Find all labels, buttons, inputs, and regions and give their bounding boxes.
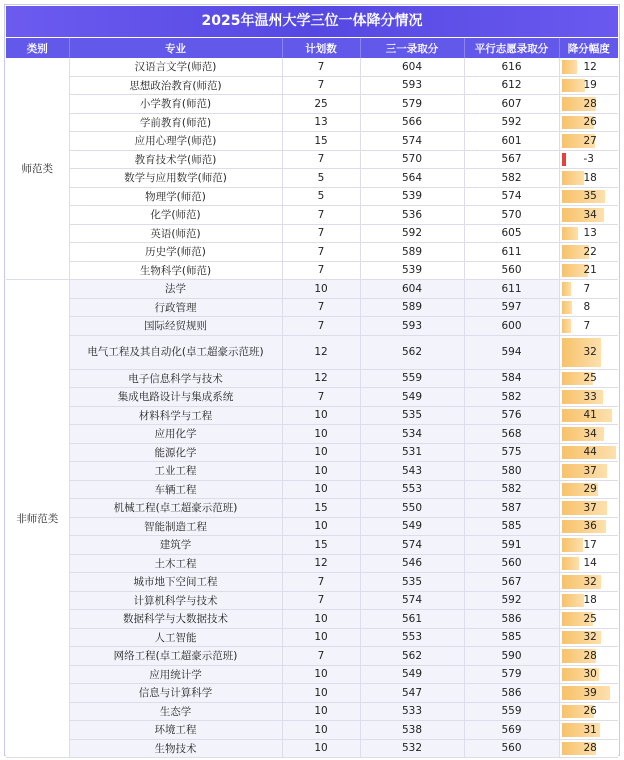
table-row [6,369,618,388]
score1-cell: 579 [360,95,464,114]
major-cell: 集成电路设计与集成系统 [69,388,282,407]
major-cell: 工业工程 [69,462,282,481]
score1-cell: 539 [360,261,464,280]
plan-cell: 10 [282,610,360,629]
major-cell: 思想政治教育(师范) [69,76,282,95]
plan-cell: 10 [282,665,360,684]
drop-value: 27 [583,134,597,147]
score2-cell: 591 [464,536,559,555]
score2-cell: 585 [464,517,559,536]
drop-cell [559,224,618,243]
drop-value: 28 [583,97,597,110]
plan-cell: 12 [282,369,360,388]
score2-cell: 616 [464,58,559,76]
drop-cell [559,76,618,95]
header-category: 类别 [6,38,69,58]
drop-cell [559,647,618,666]
plan-cell: 15 [282,536,360,555]
drop-value: 14 [583,557,597,570]
table-row [6,280,618,299]
drop-cell [559,628,618,647]
drop-cell [559,554,618,573]
header-score1: 三一录取分 [360,38,464,58]
plan-cell: 12 [282,554,360,573]
table-row [6,591,618,610]
score1-cell: 546 [360,554,464,573]
drop-value: 28 [583,742,597,755]
drop-value: 12 [583,60,597,73]
drop-value: 33 [583,390,597,403]
drop-value: 21 [583,264,597,277]
major-cell: 土木工程 [69,554,282,573]
table-row [6,499,618,518]
major-cell: 教育技术学(师范) [69,150,282,169]
score2-cell: 601 [464,132,559,151]
score2-cell: 567 [464,573,559,592]
plan-cell: 15 [282,132,360,151]
score1-cell: 534 [360,425,464,444]
table-row [6,702,618,721]
drop-value: 25 [583,612,597,625]
drop-value: 26 [583,116,597,129]
table-row [6,739,618,758]
drop-value: 31 [583,723,597,736]
score2-cell: 579 [464,665,559,684]
drop-value: 30 [583,668,597,681]
drop-cell [559,298,618,317]
score2-cell: 569 [464,721,559,740]
score1-cell: 531 [360,443,464,462]
plan-cell: 7 [282,591,360,610]
drop-value: 39 [583,686,597,699]
drop-cell [559,462,618,481]
major-cell: 车辆工程 [69,480,282,499]
score2-cell: 607 [464,95,559,114]
table-row [6,113,618,132]
drop-cell [559,573,618,592]
drop-cell [559,739,618,758]
drop-value: 34 [583,427,597,440]
score2-cell: 592 [464,591,559,610]
score2-cell: 597 [464,298,559,317]
score2-cell: 585 [464,628,559,647]
drop-value: 7 [583,282,591,295]
drop-cell [559,702,618,721]
plan-cell: 7 [282,573,360,592]
table-row [6,169,618,188]
drop-value: 35 [583,190,597,203]
drop-value: 17 [583,538,597,551]
major-cell: 物理学(师范) [69,187,282,206]
major-cell: 汉语言文学(师范) [69,58,282,76]
plan-cell: 12 [282,335,360,369]
drop-cell [559,335,618,369]
drop-cell [559,536,618,555]
drop-cell [559,425,618,444]
score1-cell: 604 [360,58,464,76]
table-row [6,132,618,151]
drop-value: 19 [583,79,597,92]
plan-cell: 7 [282,261,360,280]
table-row [6,462,618,481]
score1-cell: 550 [360,499,464,518]
score1-cell: 536 [360,206,464,225]
score2-cell: 594 [464,335,559,369]
drop-cell [559,665,618,684]
plan-cell: 10 [282,425,360,444]
plan-cell: 10 [282,721,360,740]
plan-cell: 7 [282,224,360,243]
major-cell: 应用心理学(师范) [69,132,282,151]
table-row [6,406,618,425]
major-cell: 机械工程(卓工超豪示范班) [69,499,282,518]
plan-cell: 10 [282,684,360,703]
major-cell: 信息与计算科学 [69,684,282,703]
drop-cell [559,499,618,518]
plan-cell: 5 [282,187,360,206]
drop-value: 28 [583,649,597,662]
score1-cell: 543 [360,462,464,481]
drop-cell [559,684,618,703]
drop-cell [559,443,618,462]
plan-cell: 25 [282,95,360,114]
score2-cell: 559 [464,702,559,721]
plan-cell: 5 [282,169,360,188]
score2-cell: 605 [464,224,559,243]
table-body [6,58,618,758]
drop-cell [559,369,618,388]
drop-cell [559,169,618,188]
score2-cell: 570 [464,206,559,225]
drop-cell [559,132,618,151]
major-cell: 计算机科学与技术 [69,591,282,610]
score2-cell: 586 [464,684,559,703]
major-cell: 化学(师范) [69,206,282,225]
score1-cell: 589 [360,298,464,317]
drop-cell [559,58,618,76]
table-row [6,95,618,114]
plan-cell: 7 [282,647,360,666]
major-cell: 应用统计学 [69,665,282,684]
plan-cell: 7 [282,58,360,76]
drop-cell [559,721,618,740]
table-row [6,647,618,666]
drop-value: 13 [583,227,597,240]
major-cell: 环境工程 [69,721,282,740]
major-cell: 应用化学 [69,425,282,444]
header-plan: 计划数 [282,38,360,58]
table-row [6,573,618,592]
score1-cell: 593 [360,317,464,336]
major-cell: 城市地下空间工程 [69,573,282,592]
major-cell: 生物科学(师范) [69,261,282,280]
score1-cell: 574 [360,132,464,151]
drop-value: 25 [583,372,597,385]
drop-value: 18 [583,594,597,607]
major-cell: 行政管理 [69,298,282,317]
drop-cell [559,150,618,169]
table-row [6,187,618,206]
score2-cell: 611 [464,243,559,262]
drop-value: 26 [583,705,597,718]
major-cell: 电子信息科学与技术 [69,369,282,388]
plan-cell: 15 [282,499,360,518]
table-row [6,298,618,317]
table-row [6,261,618,280]
score2-cell: 582 [464,480,559,499]
table-row [6,243,618,262]
score1-cell: 549 [360,388,464,407]
plan-cell: 10 [282,702,360,721]
score1-cell: 574 [360,591,464,610]
table-row [6,480,618,499]
plan-cell: 10 [282,628,360,647]
drop-cell [559,388,618,407]
score1-cell: 570 [360,150,464,169]
drop-cell [559,610,618,629]
major-cell: 法学 [69,280,282,299]
drop-cell [559,480,618,499]
score2-cell: 574 [464,187,559,206]
plan-cell: 10 [282,517,360,536]
score2-cell: 584 [464,369,559,388]
drop-value: 41 [583,409,597,422]
major-cell: 数学与应用数学(师范) [69,169,282,188]
score2-cell: 560 [464,739,559,758]
drop-cell [559,591,618,610]
score2-cell: 592 [464,113,559,132]
table-row [6,224,618,243]
score2-cell: 590 [464,647,559,666]
score1-cell: 564 [360,169,464,188]
drop-value: 32 [583,631,597,644]
drop-value: 8 [583,301,591,314]
drop-value: 22 [583,245,597,258]
score2-cell: 587 [464,499,559,518]
score1-cell: 592 [360,224,464,243]
plan-cell: 10 [282,406,360,425]
plan-cell: 10 [282,462,360,481]
score1-cell: 604 [360,280,464,299]
major-cell: 能源化学 [69,443,282,462]
drop-value: 44 [583,446,597,459]
drop-cell [559,280,618,299]
major-cell: 建筑学 [69,536,282,555]
score1-cell: 547 [360,684,464,703]
plan-cell: 7 [282,317,360,336]
plan-cell: 10 [282,739,360,758]
table-row [6,150,618,169]
plan-cell: 7 [282,388,360,407]
score2-cell: 576 [464,406,559,425]
major-cell: 材料科学与工程 [69,406,282,425]
drop-cell [559,261,618,280]
plan-cell: 7 [282,206,360,225]
header-major: 专业 [69,38,282,58]
score-table-card [4,4,620,756]
score2-cell: 612 [464,76,559,95]
score1-cell: 593 [360,76,464,95]
page-title: 2025年温州大学三位一体降分情况 [6,6,618,37]
drop-value: 37 [583,501,597,514]
score2-cell: 575 [464,443,559,462]
drop-value: 29 [583,483,597,496]
table-row [6,517,618,536]
table-row [6,206,618,225]
drop-value: 18 [583,171,597,184]
table-row [6,721,618,740]
score1-cell: 538 [360,721,464,740]
category-cell: 师范类 [6,58,69,280]
header-drop: 降分幅度 [559,38,618,58]
drop-value: 7 [583,319,591,332]
major-cell: 生态学 [69,702,282,721]
score1-cell: 553 [360,480,464,499]
major-cell: 电气工程及其自动化(卓工超豪示范班) [69,335,282,369]
major-cell: 小学教育(师范) [69,95,282,114]
major-cell: 数据科学与大数据技术 [69,610,282,629]
drop-cell [559,95,618,114]
drop-cell [559,206,618,225]
drop-value: 32 [583,575,597,588]
score1-cell: 533 [360,702,464,721]
drop-cell [559,517,618,536]
score1-cell: 549 [360,517,464,536]
drop-cell [559,187,618,206]
score1-cell: 549 [360,665,464,684]
drop-cell [559,317,618,336]
table-row [6,628,618,647]
major-cell: 智能制造工程 [69,517,282,536]
score1-cell: 562 [360,647,464,666]
plan-cell: 10 [282,480,360,499]
major-cell: 学前教育(师范) [69,113,282,132]
score1-cell: 532 [360,739,464,758]
category-cell: 非师范类 [6,280,69,758]
score2-cell: 580 [464,462,559,481]
score1-cell: 553 [360,628,464,647]
major-cell: 人工智能 [69,628,282,647]
table-row [6,665,618,684]
major-cell: 国际经贸规则 [69,317,282,336]
table-row [6,425,618,444]
table-row [6,443,618,462]
table-header-row [6,38,618,58]
plan-cell: 7 [282,243,360,262]
plan-cell: 10 [282,280,360,299]
table-row [6,684,618,703]
score1-cell: 539 [360,187,464,206]
score2-cell: 611 [464,280,559,299]
score-table [6,38,618,758]
drop-cell [559,406,618,425]
score2-cell: 582 [464,169,559,188]
table-row [6,554,618,573]
table-row [6,58,618,76]
drop-value: 37 [583,464,597,477]
header-score2: 平行志愿录取分 [464,38,559,58]
plan-cell: 7 [282,76,360,95]
score1-cell: 562 [360,335,464,369]
score1-cell: 535 [360,573,464,592]
drop-cell [559,113,618,132]
score1-cell: 589 [360,243,464,262]
table-row [6,317,618,336]
score2-cell: 568 [464,425,559,444]
score2-cell: 567 [464,150,559,169]
score1-cell: 559 [360,369,464,388]
plan-cell: 7 [282,150,360,169]
table-row [6,335,618,369]
major-cell: 生物技术 [69,739,282,758]
table-row [6,536,618,555]
drop-value: 32 [583,346,597,358]
score2-cell: 600 [464,317,559,336]
table-row [6,610,618,629]
score1-cell: 535 [360,406,464,425]
plan-cell: 13 [282,113,360,132]
plan-cell: 7 [282,298,360,317]
score1-cell: 574 [360,536,464,555]
drop-value: 34 [583,208,597,221]
table-row [6,76,618,95]
drop-value: -3 [583,153,594,166]
major-cell: 英语(师范) [69,224,282,243]
drop-value: 36 [583,520,597,533]
score2-cell: 560 [464,261,559,280]
plan-cell: 10 [282,443,360,462]
score1-cell: 566 [360,113,464,132]
major-cell: 历史学(师范) [69,243,282,262]
major-cell: 网络工程(卓工超豪示范班) [69,647,282,666]
score1-cell: 561 [360,610,464,629]
score2-cell: 586 [464,610,559,629]
score2-cell: 582 [464,388,559,407]
drop-cell [559,243,618,262]
score2-cell: 560 [464,554,559,573]
table-row [6,388,618,407]
